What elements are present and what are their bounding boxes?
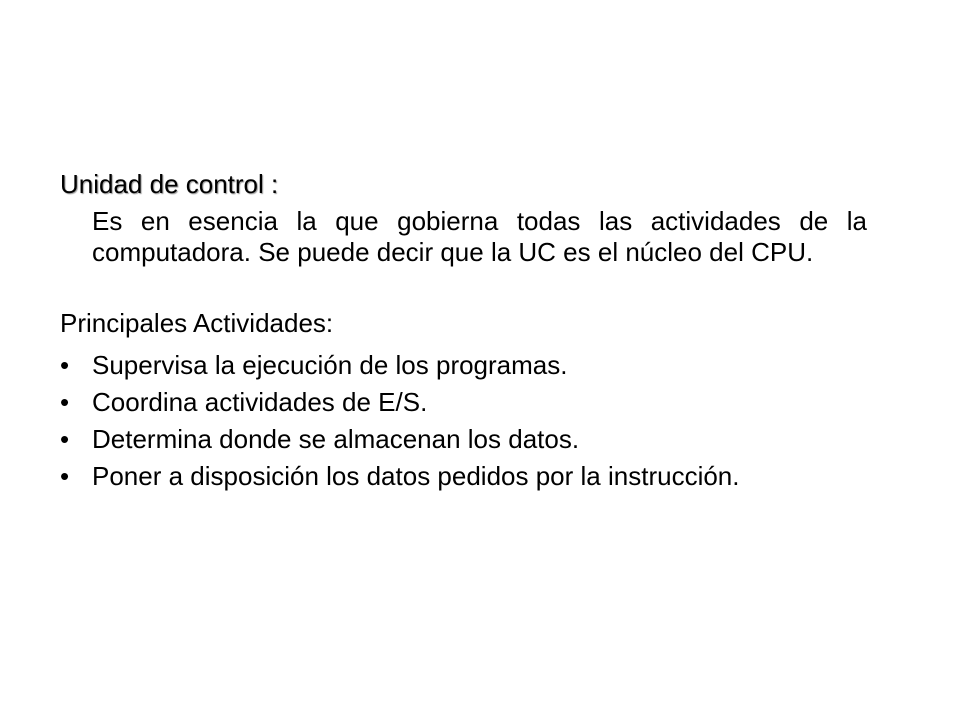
activity-text: Determina donde se almacenan los datos. bbox=[92, 424, 580, 454]
activity-item bbox=[60, 422, 740, 456]
bullet-icon: • bbox=[60, 350, 70, 380]
activity-item bbox=[60, 459, 740, 493]
activity-text: Supervisa la ejecución de los programas. bbox=[92, 350, 568, 380]
activity-item bbox=[60, 385, 740, 419]
activity-text: Coordina actividades de E/S. bbox=[92, 387, 428, 417]
bullet-icon: • bbox=[60, 424, 70, 454]
description-paragraph: Es en esencia la que gobierna todas las actividades de la computadora. Se puede decir que la UC es el núcleo del CPU. bbox=[92, 206, 867, 267]
activity-list bbox=[60, 348, 740, 493]
bullet-icon: • bbox=[60, 461, 70, 491]
slide-heading: Unidad de control : bbox=[60, 169, 279, 199]
activities-subheading: Principales Actividades: bbox=[60, 308, 334, 338]
activity-item bbox=[60, 348, 740, 382]
bullet-icon: • bbox=[60, 387, 70, 417]
activity-text: Poner a disposición los datos pedidos por la instrucción. bbox=[92, 461, 740, 491]
